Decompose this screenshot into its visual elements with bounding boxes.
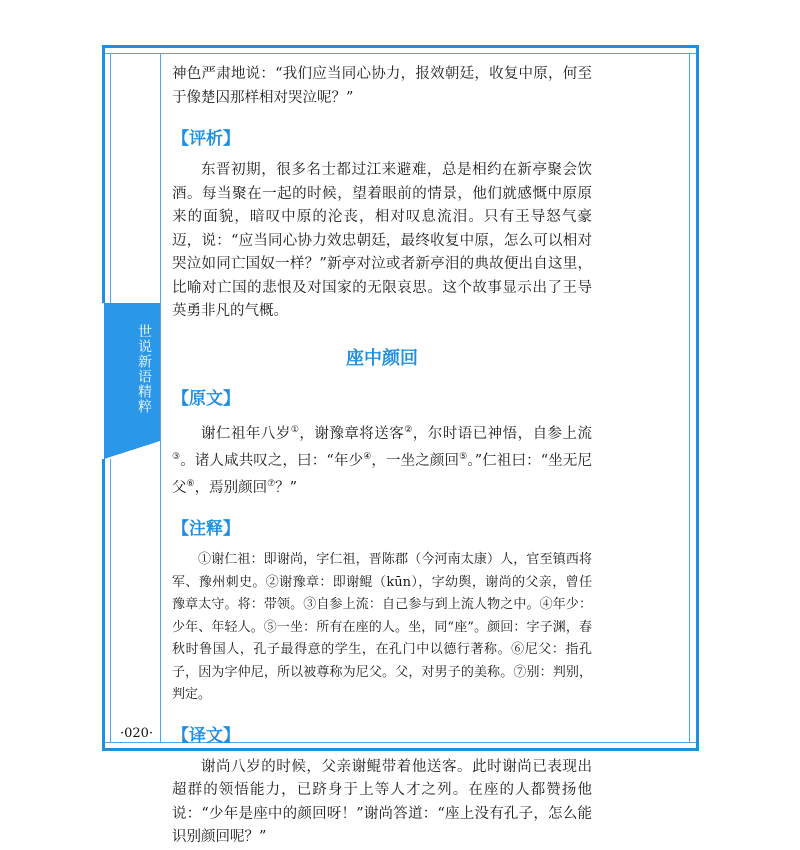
- original-seg: ，谢豫章将送客: [299, 425, 405, 442]
- original-seg: 。”仁祖曰：“坐无尼父: [172, 452, 593, 496]
- original-seg: ，焉别颜回: [194, 479, 268, 496]
- notes-heading: 【注释】: [172, 519, 240, 540]
- frame-left-upper-outer: [102, 45, 105, 303]
- note-ref: ⑦: [267, 479, 276, 490]
- frame-top-outer: [102, 45, 699, 48]
- original-seg: 。诸人咸共叹之，曰：“年少: [180, 452, 364, 469]
- sidebar-tab-title: 世说新语精粹: [136, 324, 152, 414]
- original-heading: 【原文】: [172, 388, 240, 409]
- note-ref: ⑥: [186, 479, 195, 490]
- original-seg: ，尔时语已神悟，自参上流: [412, 425, 593, 442]
- frame-right-outer: [696, 45, 699, 751]
- note-ref: ⑤: [459, 451, 468, 462]
- notes-block: [172, 549, 592, 707]
- page-content: [172, 63, 592, 850]
- note-ref: ④: [363, 451, 372, 462]
- original-seg: 谢仁祖年八岁: [201, 425, 291, 442]
- analysis-text: 东晋初期，很多名士都过江来避难，总是相约在新亭聚会饮酒。每当聚在一起的时候，望着眼前的情景，他们就感慨中原原来的面貌，暗叹中原的沦丧，相对叹息流泪。只有王导怒气豪迈，说：“应当同心协力效忠朝廷，最终收复中原，怎么可以相对哭泣如同亡国奴一样？”新亭对泣或者新亭泪的典故便出自这里，比喻对亡国的悲恨及对国家的无限哀思。这个故事显示出了王导英勇非凡的气概。: [172, 162, 592, 319]
- opening-paragraph: 神色严肃地说：“我们应当同心协力，报效朝廷，收复中原，何至于像楚囚那样相对哭泣呢？”: [172, 66, 592, 106]
- original-seg: ？”: [275, 479, 298, 496]
- translation-text: 谢尚八岁的时候，父亲谢鲲带着他送客。此时谢尚已表现出超群的领悟能力，已跻身于上等人才之列。在座的人都赞扬他说：“少年是座中的颜回呀！”谢尚答道：“座上没有孔子，怎么能识别颜回呢？”: [172, 758, 592, 846]
- story-title: 座中颜回: [346, 347, 418, 369]
- note-ref: ②: [404, 424, 413, 435]
- note-ref: ③: [172, 451, 181, 462]
- notes-text: ①谢仁祖：即谢尚，字仁祖，晋陈郡（今河南太康）人，官至镇西将军、豫州刺史。②谢豫章：即谢鲲（kūn），字幼舆，谢尚的父亲，曾任豫章太守。将：带领。③自参上流：自己参与到上流人物之中。④年少：少年、年轻人。⑤一坐：所有在座的人。坐，同“座”。颜回：字子渊，春秋时鲁国人，孔子最得意的学生，在孔门中以德行著称。⑥尼父：指孔子，因为字仲尼，所以被尊称为尼父。父，对男子的美称。⑦别：判别，判定。: [172, 552, 592, 703]
- frame-margin-line: [160, 53, 161, 743]
- frame-left-lower-inner: [110, 459, 111, 743]
- frame-top-inner: [102, 53, 699, 54]
- page-number: ·020·: [120, 726, 154, 741]
- frame-right-inner: [689, 53, 690, 743]
- original-seg: ，一坐之颜回: [371, 452, 460, 469]
- original-text: [172, 419, 592, 501]
- frame-left-upper-inner: [110, 53, 111, 303]
- translation-heading: 【译文】: [172, 725, 240, 746]
- analysis-heading: 【评析】: [172, 129, 240, 149]
- frame-left-lower-outer: [102, 459, 105, 751]
- note-ref: ①: [290, 424, 300, 435]
